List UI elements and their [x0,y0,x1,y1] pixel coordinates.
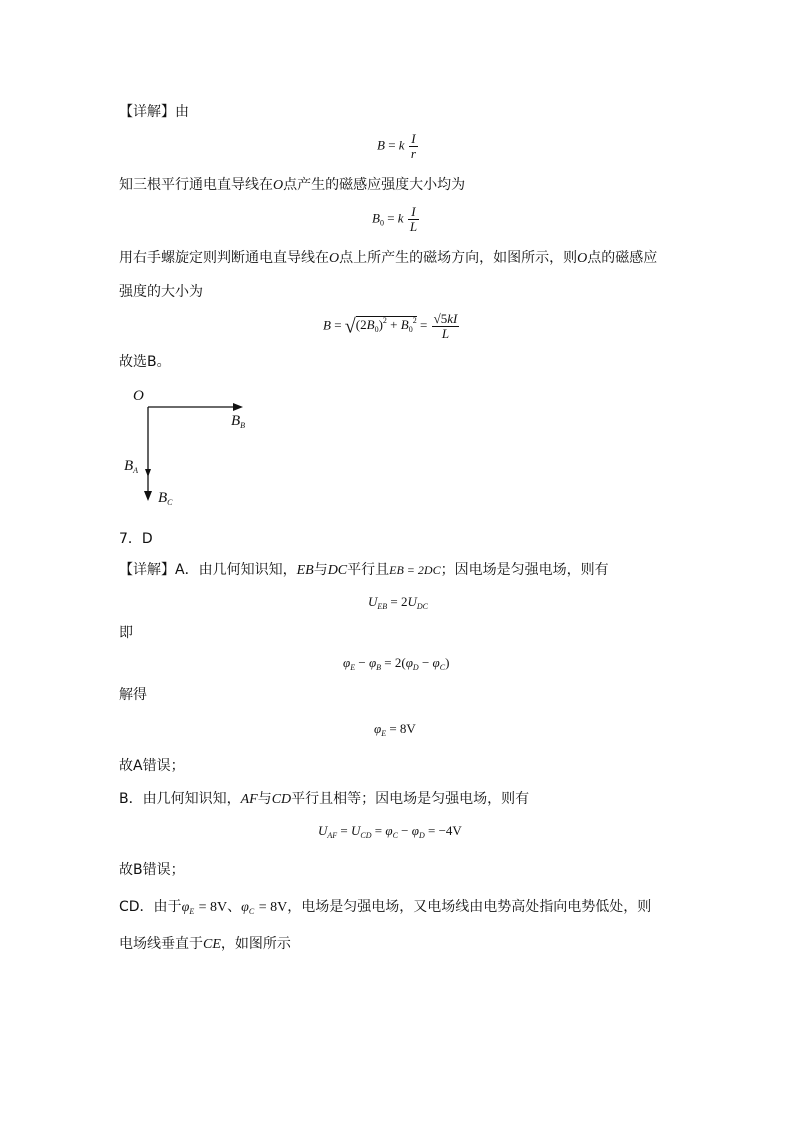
label-ba [124,458,138,475]
label-bb-main: B [231,413,241,429]
label-bc [158,490,173,507]
q7-jiede [119,685,147,705]
seg-ce: CE [203,937,221,952]
formula-b-kir: B = k $\frac{I}{r}$ [377,131,416,161]
text-segment: 点的磁感应 [587,250,658,266]
detail-line-2 [119,175,465,196]
formula-uaf: $U_{AF} = U_{CD} = \varphi_C - \varphi_D = -4V$ [318,823,462,840]
point-o: O [273,178,284,193]
text-segment: 与 [313,562,328,578]
text-segment: 平行且 [347,562,390,578]
text-segment: 解得 [119,687,147,703]
seg-eb: EB [296,563,314,578]
point-o: O [577,251,588,266]
seg-cd: CD [271,792,292,807]
detail-label: 【详解】 [119,104,175,120]
label-bb-sub: B [240,421,246,430]
text-segment: CD．由于 [119,899,182,915]
q7-b-line [119,789,529,810]
arrow-down-head [144,491,152,501]
q7-cd-line: CD．由于$\varphi_E = 8V$、$\varphi_C = 8V$，电场是匀强电场，又电场线由电势高处指向电势低处，则 [119,899,652,916]
q7-b-wrong [119,860,185,880]
detail-line-1 [119,102,189,122]
q7-line-1 [119,560,609,581]
label-o: O [133,388,144,404]
label-bc-sub: C [167,498,173,507]
text-segment: 用右手螺旋定则判断通电直导线在 [119,250,329,266]
eq-eb-2dc: EB = 2DC [389,563,441,577]
choose-text: 故选B。 [119,354,171,370]
phi-c: φ [241,900,249,915]
seg-dc: DC [327,563,348,578]
text-segment: 点上所产生的磁场方向，如图所示，则 [339,250,578,266]
text-segment: ，电场是匀强电场，又电场线由电势高处指向电势低处，则 [287,899,652,915]
text-segment: ，如图所示 [220,936,291,952]
arrow-bb-head [233,403,243,411]
label-bc-main: B [158,490,168,506]
q7-a-wrong [119,756,185,776]
text-segment: 知三根平行通电直导线在 [119,177,273,193]
detail-choose [119,352,171,372]
text-segment: ；因电场是匀强电场，则有 [440,562,609,578]
detail-line-3 [119,248,657,269]
phi-e-value: = 8V [389,721,416,736]
arrow-ba-head [145,469,151,477]
q7-number: 7．D [119,531,153,547]
text-segment: 电场线垂直于 [119,936,203,952]
text-segment: 故B错误； [119,862,185,878]
formula-b-total: $B = √(2B_0)^2 + B_0^2$ = $\frac{√5kI}{L}$ [323,311,458,341]
seg-af: AF [240,792,258,807]
phi-e-val: = 8V [198,900,228,915]
label-ba-main: B [124,458,134,474]
text-segment: B．由几何知识知， [119,791,241,807]
text-segment: 、 [227,899,242,915]
label-bb [231,413,245,430]
formula-phi-e: $\varphi_E = 8V$ [374,721,416,738]
formula-ueb: $U_{EB} = 2U_{DC}$ [368,594,429,611]
point-o: O [329,251,340,266]
q7-answer [119,529,153,549]
label-ba-sub: A [133,466,139,475]
q7-ji [119,623,133,643]
phi-e: φ [181,900,190,915]
formula-b0-kil: $B_0 = k$ $\frac{I}{L}$ [372,204,418,234]
text-segment: 故A错误； [119,758,185,774]
text-segment: 点产生的磁感应强度大小均为 [283,177,466,193]
text-segment: 强度的大小为 [119,284,203,300]
formula-phi-diff: $\varphi_E - \varphi_B = 2(\varphi_D - \varphi_C)$ [343,655,450,672]
text-segment: 与 [257,791,272,807]
detail-line-4 [119,282,203,302]
text-segment: 平行且相等；因电场是匀强电场，则有 [291,791,530,807]
intro-text: 由 [175,104,189,120]
phi-c-val: = 8V [258,900,288,915]
text-segment: 即 [119,625,133,641]
q7-last-line [119,934,291,955]
text-segment: 【详解】A．由几何知识知， [119,562,297,578]
